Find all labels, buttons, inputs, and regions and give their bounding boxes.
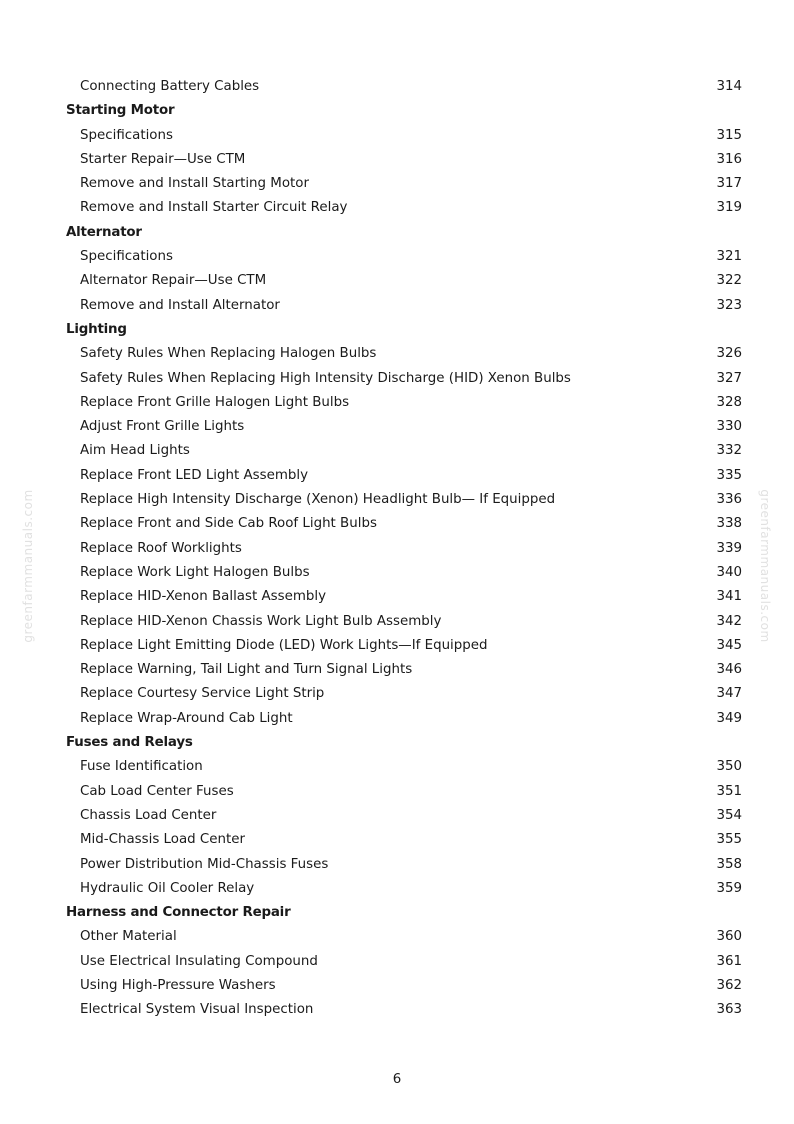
toc-entry[interactable] (66, 561, 742, 585)
watermark-left: greenfarmmanuals.com (21, 489, 35, 643)
entry-title: Replace Roof Worklights (80, 540, 242, 556)
entry-title: Replace Courtesy Service Light Strip (80, 686, 325, 702)
toc-entry[interactable] (66, 124, 742, 148)
toc-section-heading (66, 731, 742, 755)
entry-page-number: 341 (716, 589, 742, 605)
watermark-right: greenfarmmanuals.com (758, 489, 772, 643)
entry-page-number: 335 (716, 467, 742, 483)
entry-page-number: 355 (716, 832, 742, 848)
entry-page-number: 359 (716, 880, 742, 896)
entry-title: Specifications (80, 127, 173, 143)
entry-title: Electrical System Visual Inspection (80, 1002, 314, 1018)
toc-entry[interactable] (66, 439, 742, 463)
entry-title: Remove and Install Alternator (80, 297, 280, 313)
entry-title: Hydraulic Oil Cooler Relay (80, 880, 255, 896)
entry-page-number: 319 (716, 200, 742, 216)
toc-section-heading (66, 318, 742, 342)
toc-entry[interactable] (66, 172, 742, 196)
entry-title: Replace Front and Side Cab Roof Light Bulbs (80, 516, 377, 532)
toc-entry[interactable] (66, 634, 742, 658)
entry-title: Alternator Repair—Use CTM (80, 273, 267, 289)
entry-title: Fuse Identification (80, 759, 203, 775)
entry-page-number: 350 (716, 759, 742, 775)
toc-entry[interactable] (66, 804, 742, 828)
section-title: Alternator (66, 224, 142, 240)
entry-page-number: 358 (716, 856, 742, 872)
entry-title: Using High-Pressure Washers (80, 977, 276, 993)
entry-title: Power Distribution Mid-Chassis Fuses (80, 856, 329, 872)
entry-page-number: 328 (716, 394, 742, 410)
toc-section-heading (66, 901, 742, 925)
entry-page-number: 351 (716, 783, 742, 799)
section-title: Harness and Connector Repair (66, 905, 291, 921)
entry-title: Safety Rules When Replacing Halogen Bulbs (80, 346, 377, 362)
toc-entry[interactable] (66, 245, 742, 269)
toc-entry[interactable] (66, 610, 742, 634)
entry-page-number: 315 (716, 127, 742, 143)
page-number: 6 (392, 1072, 402, 1087)
entry-title: Mid-Chassis Load Center (80, 832, 246, 848)
section-title: Lighting (66, 321, 127, 337)
toc-entry[interactable] (66, 512, 742, 536)
entry-title: Chassis Load Center (80, 807, 217, 823)
toc-entry[interactable] (66, 585, 742, 609)
entry-page-number: 349 (716, 710, 742, 726)
entry-page-number: 314 (716, 79, 742, 94)
toc-entry[interactable] (66, 780, 742, 804)
entry-title: Specifications (80, 249, 173, 265)
table-of-contents (66, 75, 742, 1023)
entry-page-number: 362 (716, 977, 742, 993)
entry-title: Adjust Front Grille Lights (80, 419, 245, 435)
entry-page-number: 316 (716, 151, 742, 167)
toc-entry[interactable] (66, 148, 742, 172)
entry-page-number: 360 (716, 929, 742, 945)
entry-page-number: 342 (716, 613, 742, 629)
toc-entry[interactable] (66, 415, 742, 439)
toc-entry[interactable] (66, 75, 742, 99)
entry-title: Replace Front Grille Halogen Light Bulbs (80, 394, 350, 410)
toc-entry[interactable] (66, 391, 742, 415)
toc-entry[interactable] (66, 998, 742, 1022)
section-title: Starting Motor (66, 103, 175, 119)
toc-entry[interactable] (66, 950, 742, 974)
toc-entry[interactable] (66, 294, 742, 318)
entry-page-number: 340 (716, 564, 742, 580)
entry-title: Other Material (80, 929, 177, 945)
toc-entry[interactable] (66, 537, 742, 561)
entry-page-number: 327 (716, 370, 742, 386)
entry-page-number: 330 (716, 419, 742, 435)
entry-title: Replace Warning, Tail Light and Turn Signal Lights (80, 662, 413, 678)
entry-page-number: 336 (716, 492, 742, 508)
entry-page-number: 326 (716, 346, 742, 362)
toc-section-heading (66, 99, 742, 123)
entry-title: Aim Head Lights (80, 443, 190, 459)
toc-entry[interactable] (66, 755, 742, 779)
toc-entry[interactable] (66, 877, 742, 901)
entry-title: Cab Load Center Fuses (80, 783, 234, 799)
toc-entry[interactable] (66, 342, 742, 366)
entry-title: Replace Work Light Halogen Bulbs (80, 564, 310, 580)
entry-title: Starter Repair—Use CTM (80, 151, 246, 167)
entry-page-number: 338 (716, 516, 742, 532)
toc-entry[interactable] (66, 196, 742, 220)
entry-title: Replace Wrap-Around Cab Light (80, 710, 293, 726)
toc-section-heading (66, 221, 742, 245)
toc-entry[interactable] (66, 658, 742, 682)
entry-page-number: 317 (716, 176, 742, 192)
entry-title: Remove and Install Starting Motor (80, 176, 309, 192)
toc-entry[interactable] (66, 269, 742, 293)
entry-title: Replace HID-Xenon Chassis Work Light Bulb Assembly (80, 613, 442, 629)
entry-title: Replace Front LED Light Assembly (80, 467, 309, 483)
entry-page-number: 332 (716, 443, 742, 459)
entry-title: Remove and Install Starter Circuit Relay (80, 200, 348, 216)
entry-page-number: 354 (716, 807, 742, 823)
toc-entry[interactable] (66, 974, 742, 998)
toc-entry[interactable] (66, 853, 742, 877)
entry-title: Safety Rules When Replacing High Intensity Discharge (HID) Xenon Bulbs (80, 370, 571, 386)
toc-entry[interactable] (66, 707, 742, 731)
entry-title: Replace Light Emitting Diode (LED) Work Lights—If Equipped (80, 637, 488, 653)
section-title: Fuses and Relays (66, 735, 193, 751)
entry-page-number: 339 (716, 540, 742, 556)
entry-title: Connecting Battery Cables (80, 79, 260, 94)
entry-page-number: 345 (716, 637, 742, 653)
entry-title: Replace High Intensity Discharge (Xenon) Headlight Bulb— If Equipped (80, 492, 556, 508)
toc-entry[interactable] (66, 828, 742, 852)
entry-page-number: 323 (716, 297, 742, 313)
toc-entry[interactable] (66, 925, 742, 949)
entry-title: Replace HID-Xenon Ballast Assembly (80, 589, 327, 605)
toc-entry[interactable] (66, 367, 742, 391)
entry-page-number: 346 (716, 662, 742, 678)
entry-page-number: 321 (716, 249, 742, 265)
entry-page-number: 322 (716, 273, 742, 289)
entry-page-number: 363 (716, 1002, 742, 1018)
entry-title: Use Electrical Insulating Compound (80, 953, 318, 969)
toc-entry[interactable] (66, 682, 742, 706)
entry-page-number: 347 (716, 686, 742, 702)
entry-page-number: 361 (716, 953, 742, 969)
toc-entry[interactable] (66, 488, 742, 512)
toc-entry[interactable] (66, 464, 742, 488)
